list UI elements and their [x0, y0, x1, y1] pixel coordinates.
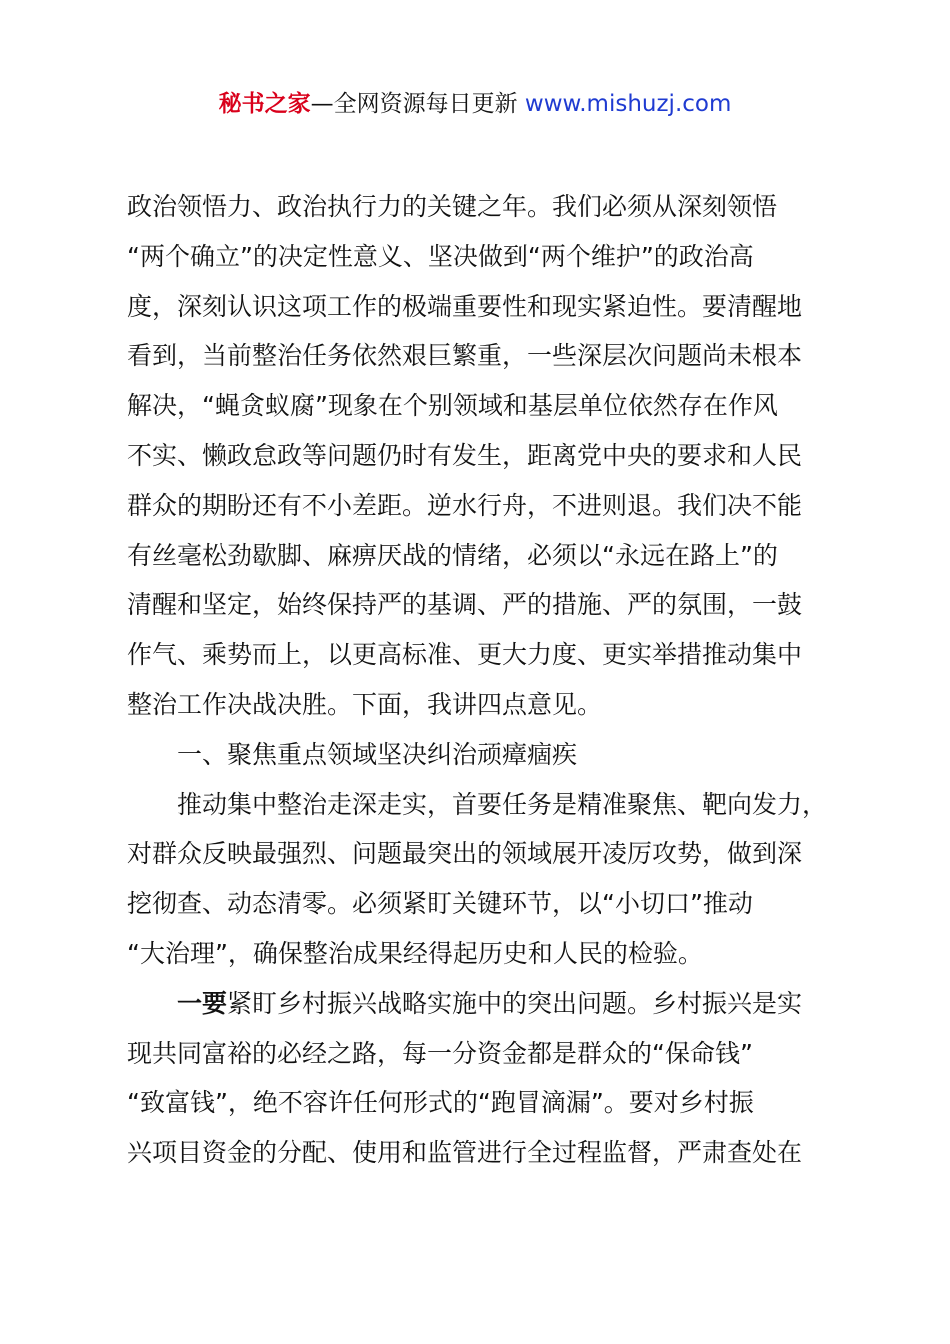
body-line: 群众的期盼还有不小差距。逆水行舟，不进则退。我们决不能 — [127, 490, 803, 520]
paragraph-line: “致富钱”，绝不容许任何形式的“跑冒滴漏”。要对乡村振 — [127, 1088, 754, 1118]
body-line: 不实、懒政怠政等问题仍时有发生，距离党中央的要求和人民 — [127, 440, 803, 470]
body-line: 清醒和坚定，始终保持严的基调、严的措施、严的氛围，一鼓 — [127, 590, 803, 620]
paragraph-first-line — [127, 979, 832, 1029]
site-url-link[interactable]: www.mishuzj.com — [524, 91, 732, 117]
paragraph-line: 对群众反映最强烈、问题最突出的领域展开凌厉攻势，做到深 — [127, 839, 803, 869]
body-line: “两个确立”的决定性意义、坚决做到“两个维护”的政治高 — [127, 241, 754, 271]
body-line: 作气、乘势而上，以更高标准、更大力度、更实举措推动集中 — [127, 640, 803, 670]
emphasis-lead: 一要 — [177, 988, 228, 1018]
header-tagline: —全网资源每日更新 — [310, 91, 518, 117]
body-line: 整治工作决战决胜。下面，我讲四点意见。 — [127, 689, 603, 719]
body-line: 解决，“蝇贪蚁腐”现象在个别领域和基层单位依然存在作风 — [127, 391, 778, 421]
brand-name: 秘书之家 — [218, 91, 311, 117]
document-body — [127, 182, 832, 1178]
section-heading: 一、聚焦重点领域坚决纠治顽瘴痼疾 — [177, 739, 578, 769]
site-header — [0, 88, 950, 120]
paragraph-line: 推动集中整治走深走实，首要任务是精准聚焦、靶向发力， — [177, 789, 828, 819]
paragraph-text: 紧盯乡村振兴战略实施中的突出问题。乡村振兴是实 — [227, 988, 803, 1018]
body-line: 政治领悟力、政治执行力的关键之年。我们必须从深刻领悟 — [127, 192, 778, 221]
paragraph-line: “大治理”，确保整治成果经得起历史和人民的检验。 — [127, 938, 703, 968]
body-line: 有丝毫松劲歇脚、麻痹厌战的情绪，必须以“永远在路上”的 — [127, 540, 778, 570]
paragraph-line: 现共同富裕的必经之路，每一分资金都是群众的“保命钱” — [127, 1038, 753, 1068]
paragraph-line: 挖彻查、动态清零。必须紧盯关键环节，以“小切口”推动 — [127, 889, 753, 919]
body-line: 度，深刻认识这项工作的极端重要性和现实紧迫性。要清醒地 — [127, 291, 803, 321]
paragraph-line: 兴项目资金的分配、使用和监管进行全过程监督，严肃查处在 — [127, 1138, 803, 1168]
body-line: 看到，当前整治任务依然艰巨繁重，一些深层次问题尚未根本 — [127, 341, 803, 371]
